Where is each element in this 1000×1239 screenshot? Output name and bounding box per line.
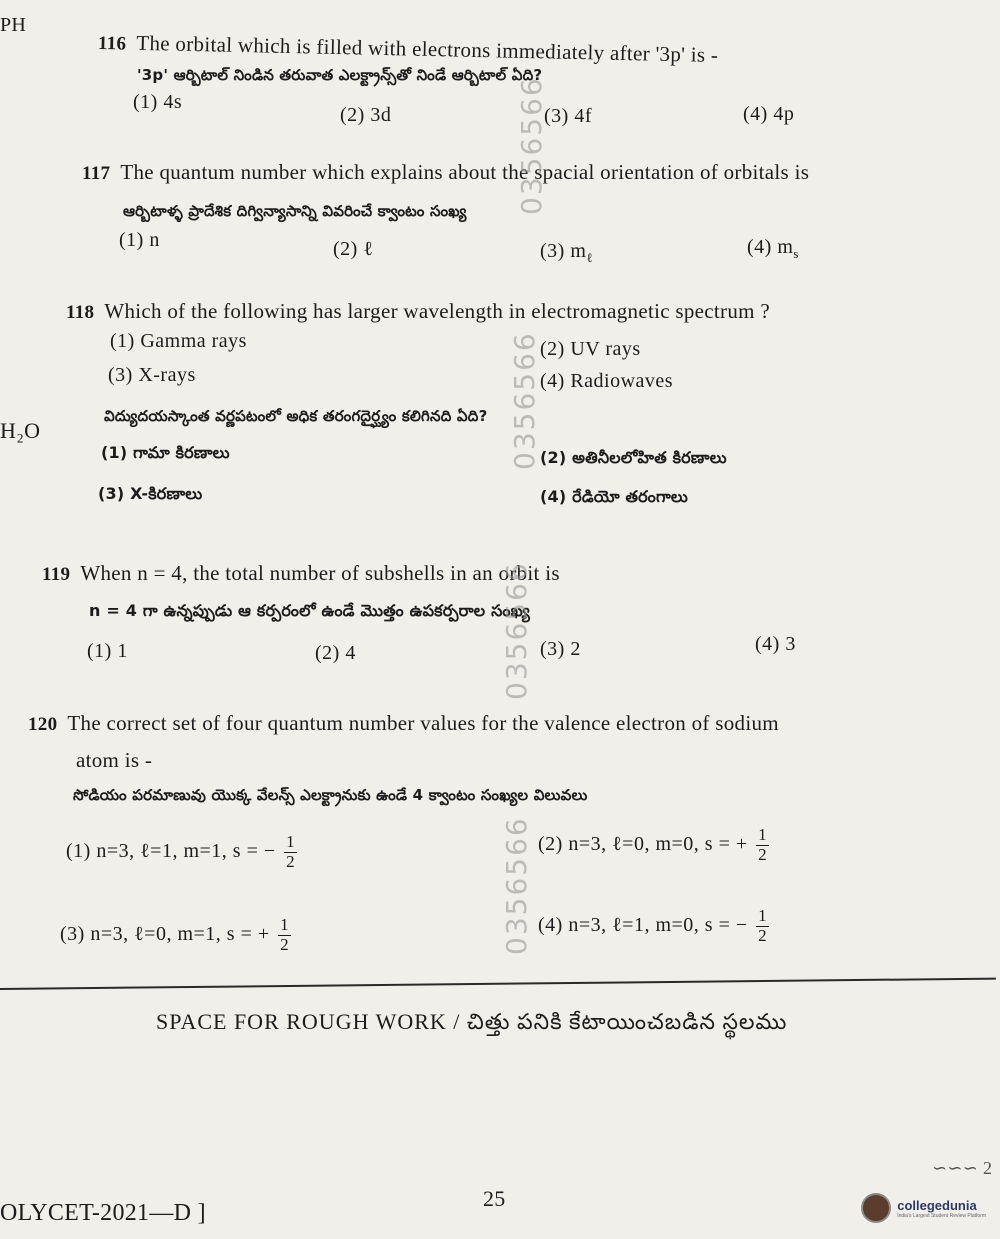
option-1: (1) 1 — [87, 640, 128, 662]
question-text-en: The orbital which is filled with electrons immediately after '3p' is - — [136, 30, 719, 67]
question-text-en: Which of the following has larger wavelength in electromagnetic spectrum ? — [104, 299, 770, 323]
question-text-te: '3p' ఆర్బిటాల్ నిండిన తరువాత ఎలక్ట్రాన్స్‌తో నిండే ఆర్బిటాల్ ఏది? — [137, 66, 543, 84]
divider — [0, 978, 996, 990]
logo-tagline: India's Largest Student Review Platform — [897, 1212, 986, 1219]
watermark-serial: 0356566 — [500, 816, 533, 955]
fraction: $\frac{1}{2}$ — [758, 825, 768, 864]
rough-work-heading: SPACE FOR ROUGH WORK / చిత్తు పనికి కేటాయించబడిన స్థలము — [156, 1009, 788, 1034]
option-4: (4) 4p — [743, 103, 795, 125]
option-3: (3) n=3, ℓ=0, m=1, s = + $\frac{1}{2}$ — [60, 915, 290, 954]
option-3-en: (3) X-rays — [108, 364, 196, 386]
watermark-serial: 0356566 — [500, 561, 533, 700]
option-4-en: (4) Radiowaves — [540, 370, 674, 392]
question-number: 117 — [82, 163, 111, 184]
logo-name: collegedunia — [897, 1197, 977, 1213]
page-number: 25 — [483, 1186, 506, 1211]
question-number: 116 — [97, 33, 127, 55]
question-text-en: When n = 4, the total number of subshells in an orbit is — [80, 561, 560, 585]
question-text-te: ఆర్బిటాళ్ళ ప్రాదేశిక దిగ్విన్యాసాన్ని వివరించే క్వాంటం సంఖ్య — [123, 202, 467, 220]
watermark-serial: 0356566 — [508, 331, 541, 470]
option-2-te: (2) అతినీలలోహిత కిరణాలు — [540, 448, 727, 467]
option-1-en: (1) Gamma rays — [110, 330, 247, 352]
option-1: (1) 4s — [133, 91, 183, 113]
margin-mark-mid: H₂O — [0, 418, 41, 443]
option-3: (3) $m_\ell$ — [540, 240, 594, 265]
question-text-en: The quantum number which explains about the spacial orientation of orbitals is — [120, 160, 810, 184]
option-3-te: (3) X-కిరణాలు — [98, 484, 203, 503]
question-number: 118 — [66, 302, 95, 323]
option-2: (2) 4 — [315, 642, 356, 664]
owl-icon — [861, 1193, 891, 1223]
option-4-te: (4) రేడియో తరంగాలు — [540, 487, 689, 506]
margin-mark-top: PH — [0, 14, 27, 36]
option-4: (4) $m_s$ — [747, 236, 799, 261]
option-1-te: (1) గామా కిరణాలు — [101, 443, 230, 462]
fraction: $\frac{1}{2}$ — [758, 906, 768, 945]
option-1: (1) n=3, ℓ=1, m=1, s = − $\frac{1}{2}$ — [66, 832, 296, 871]
question-number: 119 — [42, 564, 71, 585]
exam-code: OLYCET-2021—D ] — [0, 1200, 206, 1226]
watermark-serial: 0356566 — [515, 76, 548, 215]
fraction: $\frac{1}{2}$ — [286, 832, 296, 871]
option-2: (2) ℓ — [333, 238, 374, 260]
question-text-en-line2: atom is - — [76, 748, 153, 772]
question-text-en: The correct set of four quantum number values for the valence electron of sodium — [67, 711, 779, 735]
option-4: (4) 3 — [755, 633, 796, 655]
fraction: $\frac{1}{2}$ — [280, 915, 290, 954]
option-2: (2) 3d — [340, 104, 392, 126]
option-3: (3) 2 — [540, 638, 581, 660]
question-text-te: సోడియం పరమాణువు యొక్క వేలన్స్ ఎలక్ట్రానుకు ఉండే 4 క్వాంటం సంఖ్యల విలువలు — [73, 786, 588, 804]
corner-mark: ∽∽∽ 2 — [932, 1158, 993, 1178]
question-number: 120 — [28, 714, 58, 735]
option-4: (4) n=3, ℓ=1, m=0, s = − $\frac{1}{2}$ — [538, 906, 768, 945]
option-2: (2) n=3, ℓ=0, m=0, s = + $\frac{1}{2}$ — [538, 825, 768, 864]
option-1: (1) n — [119, 229, 160, 251]
option-2-en: (2) UV rays — [540, 338, 641, 360]
question-text-te: విద్యుదయస్కాంత వర్ణపటంలో అధిక తరంగదైర్ఘ్యం కలిగినది ఏది? — [104, 407, 488, 425]
collegedunia-logo — [861, 1193, 986, 1223]
option-3: (3) 4f — [544, 105, 592, 127]
question-text-te: n = 4 గా ఉన్నప్పుడు ఆ కర్పరంలో ఉండే మొత్తం ఉపకర్పరాల సంఖ్య — [89, 601, 531, 620]
